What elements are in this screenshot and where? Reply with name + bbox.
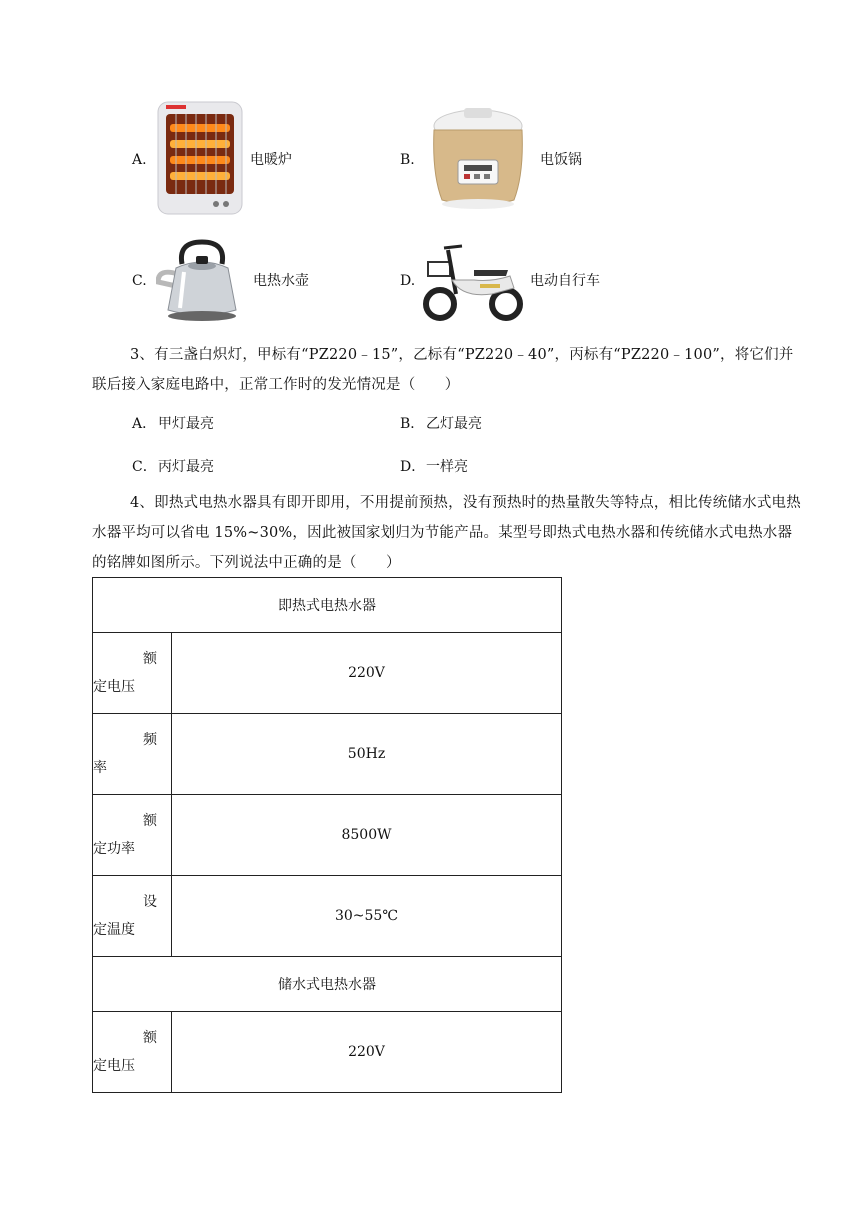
option-a-letter: A. xyxy=(132,152,147,168)
storage-rated-voltage-value: 220V xyxy=(172,1012,562,1093)
electric-kettle-icon xyxy=(156,238,248,326)
q3-option-b-letter: B． xyxy=(400,416,425,432)
q3-option-d-text: 一样亮 xyxy=(426,459,468,475)
row-label: 额 定电压 xyxy=(93,633,172,714)
set-temperature-value: 30~55℃ xyxy=(172,876,562,957)
frequency-value: 50Hz xyxy=(172,714,562,795)
rated-voltage-value: 220V xyxy=(172,633,562,714)
instant-heater-title: 即热式电热水器 xyxy=(93,578,562,633)
question-4-stem: 4、即热式电热水器具有即开即用，不用提前预热，没有预热时的热量散失等特点，相比传统储水式电热水器平均可以省电 15%~30%，因此被国家划归为节能产品。某型号即热式电热水器和传统储水式电热水器的铭牌如图所示。下列说法中正确的是（ ） xyxy=(92,495,801,571)
option-c-letter: C. xyxy=(132,273,147,289)
option-d-letter: D. xyxy=(400,273,416,289)
storage-heater-title: 储水式电热水器 xyxy=(93,957,562,1012)
electric-heater-icon xyxy=(156,100,244,216)
table-row xyxy=(93,1012,562,1093)
question-3-stem: 3、有三盏白炽灯，甲标有“PZ220﹣15”，乙标有“PZ220﹣40”，丙标有“PZ220﹣100”，将它们并联后接入家庭电路中，正常工作时的发光情况是（ ） xyxy=(92,347,794,393)
q3-option-c-text: 丙灯最亮 xyxy=(158,459,214,475)
table-row xyxy=(93,633,562,714)
option-a-label: 电暖炉 xyxy=(250,152,292,168)
option-d-label: 电动自行车 xyxy=(530,273,600,289)
row-label: 频 率 xyxy=(93,714,172,795)
row-label: 额 定电压 xyxy=(93,1012,172,1093)
q3-option-a-letter: A． xyxy=(132,416,157,432)
option-c-label: 电热水壶 xyxy=(253,273,309,289)
table-row xyxy=(93,876,562,957)
option-b-letter: B. xyxy=(400,152,415,168)
q3-option-d-letter: D． xyxy=(400,459,426,475)
table-row xyxy=(93,714,562,795)
water-heater-spec-table xyxy=(92,577,562,1093)
electric-bicycle-icon xyxy=(422,240,526,322)
q3-option-a-text: 甲灯最亮 xyxy=(158,416,214,432)
q3-option-b-text: 乙灯最亮 xyxy=(426,416,482,432)
table-row xyxy=(93,795,562,876)
table-row xyxy=(93,957,562,1012)
option-b-label: 电饭锅 xyxy=(540,152,582,168)
rated-power-value: 8500W xyxy=(172,795,562,876)
row-label: 设 定温度 xyxy=(93,876,172,957)
rice-cooker-icon xyxy=(428,104,528,212)
q3-option-c-letter: C． xyxy=(132,459,157,475)
row-label: 额 定功率 xyxy=(93,795,172,876)
table-row xyxy=(93,578,562,633)
